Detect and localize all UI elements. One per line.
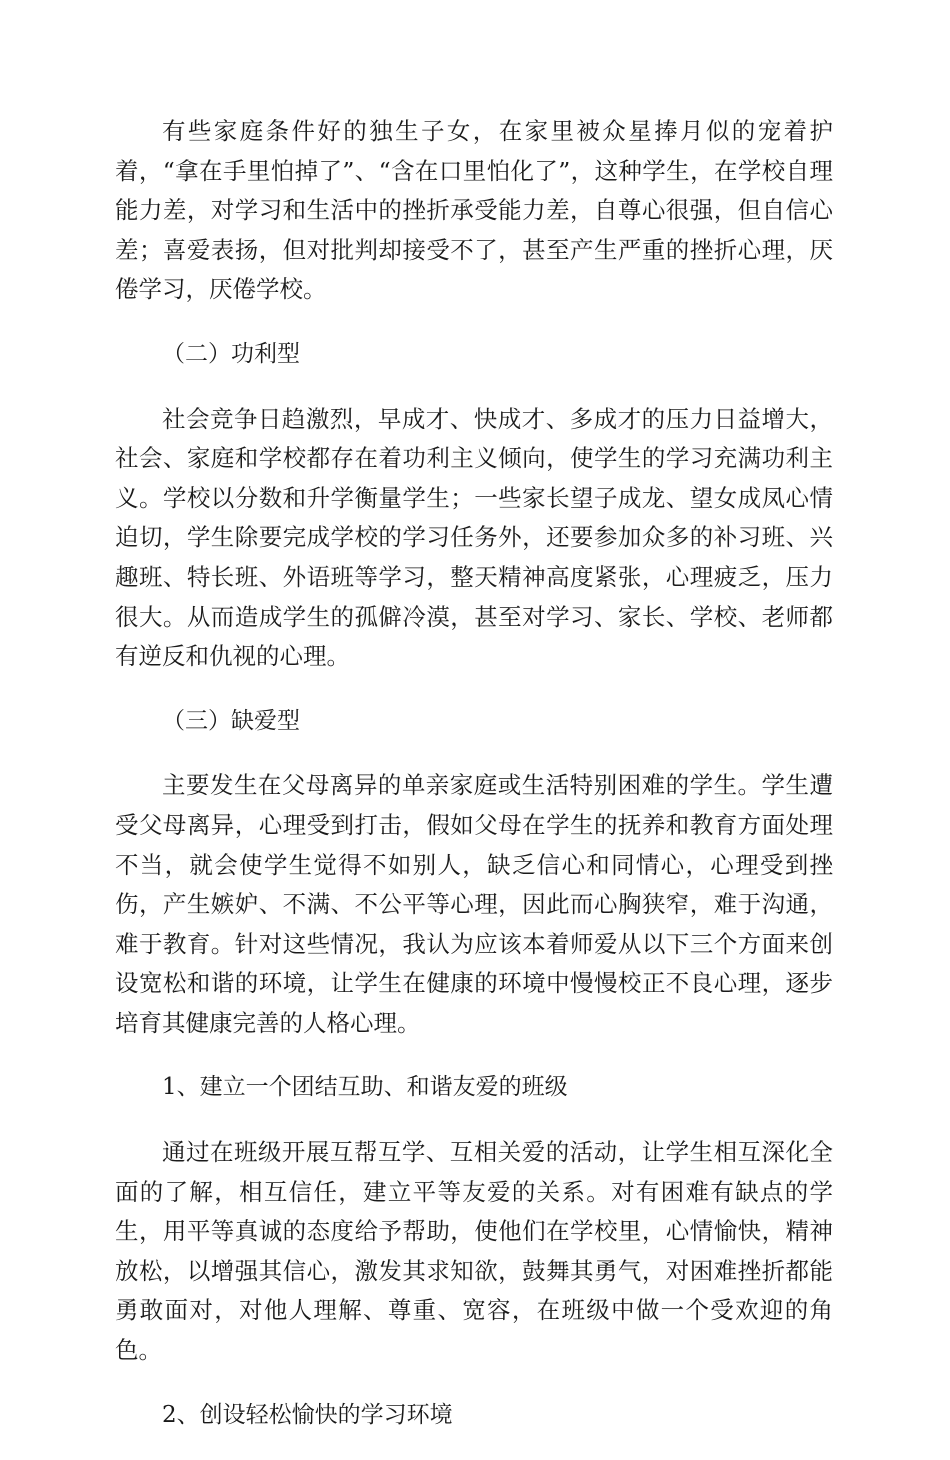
heading-utilitarian-type: （二）功利型: [162, 340, 300, 367]
heading-lack-of-love-type: （三）缺爱型: [162, 707, 300, 734]
heading-relaxed-learning-environment: 2、创设轻松愉快的学习环境: [162, 1401, 453, 1428]
document-body: [115, 112, 833, 1460]
paragraph-mutual-help-activities: 通过在班级开展互帮互学、互相关爱的活动，让学生相互深化全面的了解，相互信任，建立平等友爱的关系。对有困难有缺点的学生，用平等真诚的态度给予帮助，使他们在学校里，心情愉快，精神放松，以增强其信心，激发其求知欲，鼓舞其勇气，对困难挫折都能勇敢面对，对他人理解、尊重、宽容，在班级中做一个受欢迎的角色。: [115, 1138, 833, 1365]
paragraph-only-child-students: 有些家庭条件好的独生子女，在家里被众星捧月似的宠着护着，“拿在手里怕掉了”、“含在口里怕化了”，这种学生，在学校自理能力差，对学习和生活中的挫折承受能力差，自尊心很强，但自信心差；喜爱表扬，但对批判却接受不了，甚至产生严重的挫折心理，厌倦学习，厌倦学校。: [115, 117, 833, 304]
paragraph-utilitarian-pressure: 社会竞争日趋激烈，早成才、快成才、多成才的压力日益增大，社会、家庭和学校都存在着功利主义倾向，使学生的学习充满功利主义。学校以分数和升学衡量学生；一些家长望子成龙、望女成凤心情迫切，学生除要完成学校的学习任务外，还要参加众多的补习班、兴趣班、特长班、外语班等学习，整天精神高度紧张，心理疲乏，压力很大。从而造成学生的孤僻冷漠，甚至对学习、家长、学校、老师都有逆反和仇视的心理。: [115, 404, 833, 671]
heading-build-united-class: 1、建立一个团结互助、和谐友爱的班级: [162, 1074, 568, 1101]
paragraph-single-parent-students: 主要发生在父母离异的单亲家庭或生活特别困难的学生。学生遭受父母离异，心理受到打击，假如父母在学生的抚养和教育方面处理不当，就会使学生觉得不如别人，缺乏信心和同情心，心理受到挫伤，产生嫉妒、不满、不公平等心理，因此而心胸狭窄，难于沟通，难于教育。针对这些情况，我认为应该本着师爱从以下三个方面来创设宽松和谐的环境，让学生在健康的环境中慢慢校正不良心理，逐步培育其健康完善的人格心理。: [115, 771, 833, 1037]
